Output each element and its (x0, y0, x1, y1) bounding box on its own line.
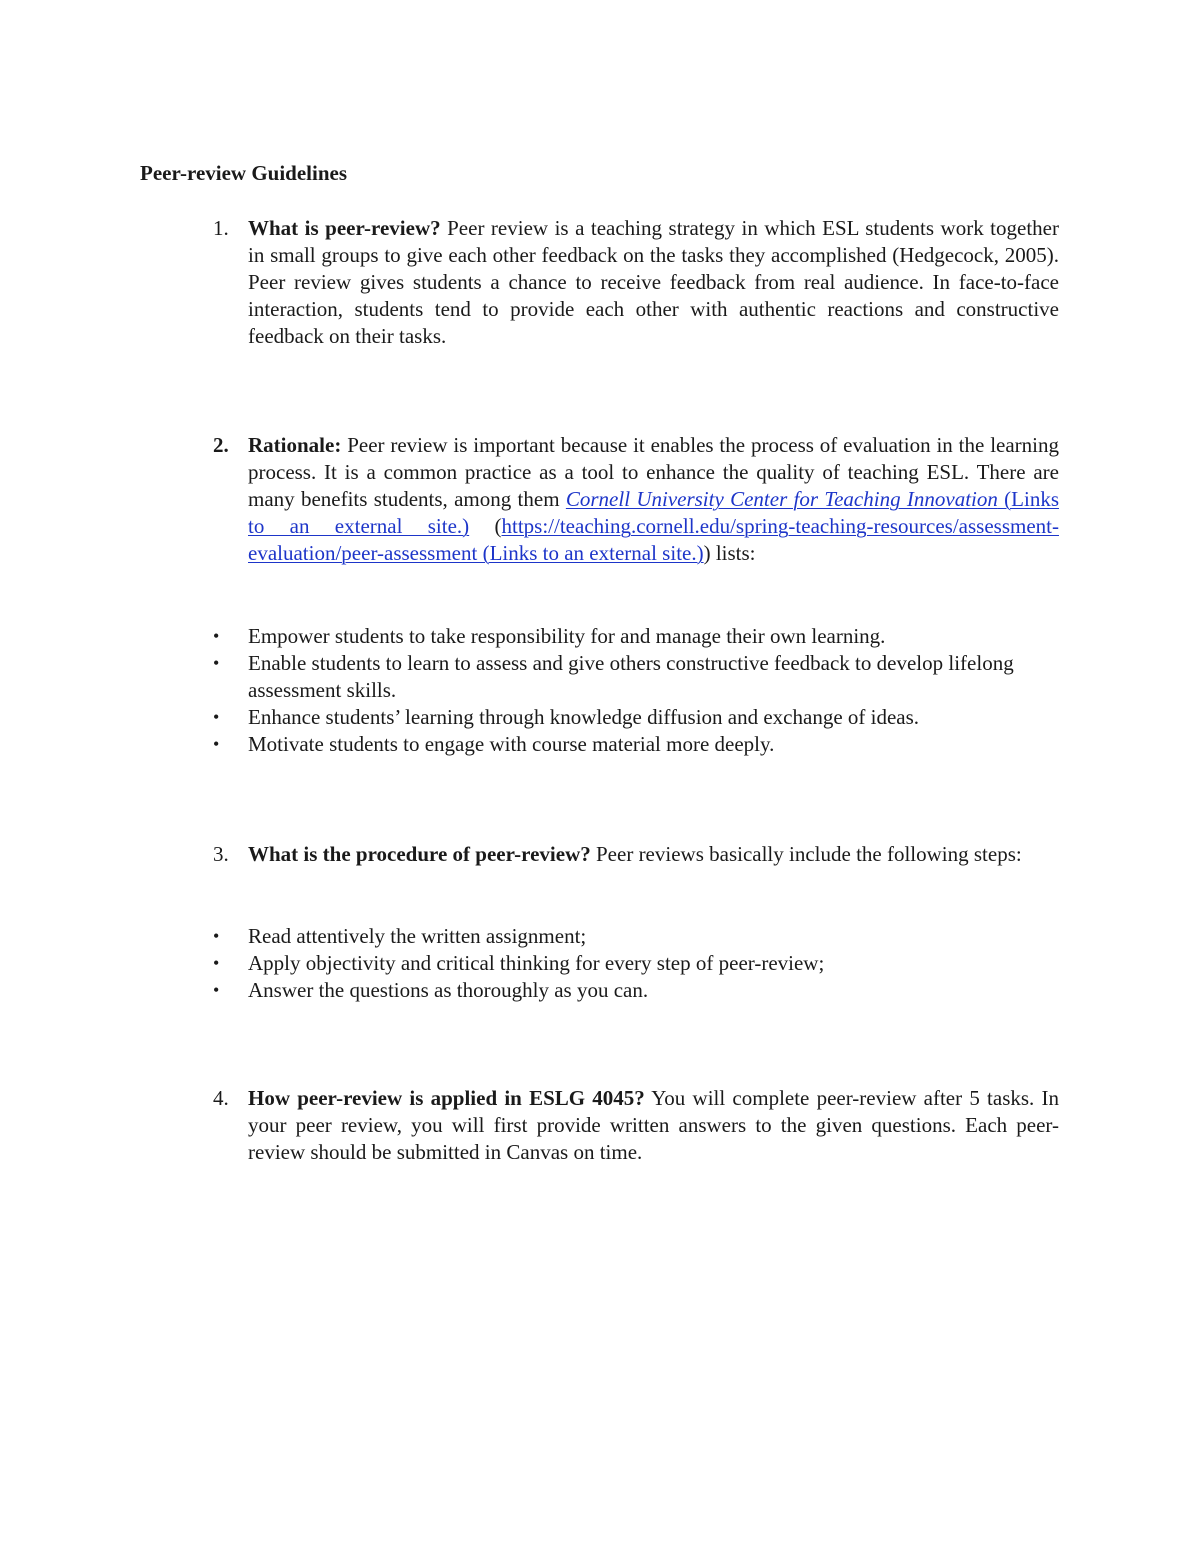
list-item (213, 950, 1059, 977)
bullet-icon: • (213, 926, 220, 946)
document-title: Peer-review Guidelines (140, 161, 348, 185)
bullet-icon: • (213, 953, 220, 973)
section-text: You will complete peer-review after 5 tasks. In your peer review, you will first provide written answers to the given questions. Each peer-review should be submitted in Canvas on time. (248, 1086, 1060, 1164)
bullet-icon: • (213, 980, 220, 1000)
section-procedure (213, 841, 1059, 868)
list-item (213, 623, 1059, 650)
section-heading: How peer-review is applied in ESLG 4045? (248, 1086, 645, 1110)
cornell-link-title: Cornell University Center for Teaching Innovation (565, 487, 998, 511)
section-number: 2. (213, 433, 229, 457)
section-text: Peer review is a teaching strategy in which ESL students work together in small groups to give each other feedback on the tasks they accomplished (Hedgecock, 2005). Peer review gives students a chance to receive feedback from real audience. In face-to-face interaction, students tend to provide each other with authentic reactions and constructive feedback on their tasks. (248, 216, 1059, 348)
list-item-text: Empower students to take responsibility for and manage their own learning. (248, 624, 886, 648)
list-item-text: Answer the questions as thoroughly as you can. (248, 978, 649, 1002)
bullet-icon: • (213, 734, 220, 754)
rationale-bullet-list (213, 623, 1059, 758)
list-item (213, 650, 1059, 704)
bullet-icon: • (213, 707, 220, 727)
section-number: 3. (213, 842, 229, 866)
section-text: Peer reviews basically include the following steps: (590, 842, 1022, 866)
list-item-text: Apply objectivity and critical thinking for every step of peer-review; (248, 951, 825, 975)
procedure-bullet-list (213, 923, 1059, 1004)
list-item-text: Enhance students’ learning through knowledge diffusion and exchange of ideas. (248, 705, 920, 729)
section-text: Peer review is important because it enables the process of evaluation in the learning process. It is a common practice as a tool to enhance the quality of teaching ESL. There are many benefits students, among them (248, 433, 1059, 511)
list-item-text: Read attentively the written assignment; (248, 924, 587, 948)
section-tail: ) lists: (703, 541, 756, 565)
section-paragraph (248, 215, 1059, 350)
section-rationale (213, 432, 1059, 567)
list-item (213, 977, 1059, 1004)
section-heading: Rationale: (248, 433, 342, 457)
link-separator: ( (469, 514, 502, 538)
list-item-text: Motivate students to engage with course material more deeply. (248, 732, 775, 756)
bullet-icon: • (213, 653, 220, 673)
cornell-link-external-note: (Links to an external site.) (248, 487, 1059, 538)
section-heading: What is peer-review? (248, 216, 441, 240)
section-paragraph (248, 841, 1059, 868)
section-heading: What is the procedure of peer-review? (248, 842, 591, 866)
list-item-text: Enable students to learn to assess and give others constructive feedback to develop lifelong assessment skills. (248, 651, 1014, 702)
list-item (213, 704, 1059, 731)
section-paragraph (248, 432, 1059, 567)
section-what-is-peer-review (213, 215, 1059, 350)
section-paragraph (248, 1085, 1059, 1166)
list-item (213, 731, 1059, 758)
section-number: 1. (213, 216, 229, 240)
list-item (213, 923, 1059, 950)
section-number: 4. (213, 1086, 229, 1110)
peer-assessment-url-link[interactable]: https://teaching.cornell.edu/spring-teaching-resources/assessment-evaluation/peer-assessment (Links to an external site.) (248, 514, 1059, 565)
bullet-icon: • (213, 626, 220, 646)
section-application (213, 1085, 1059, 1166)
